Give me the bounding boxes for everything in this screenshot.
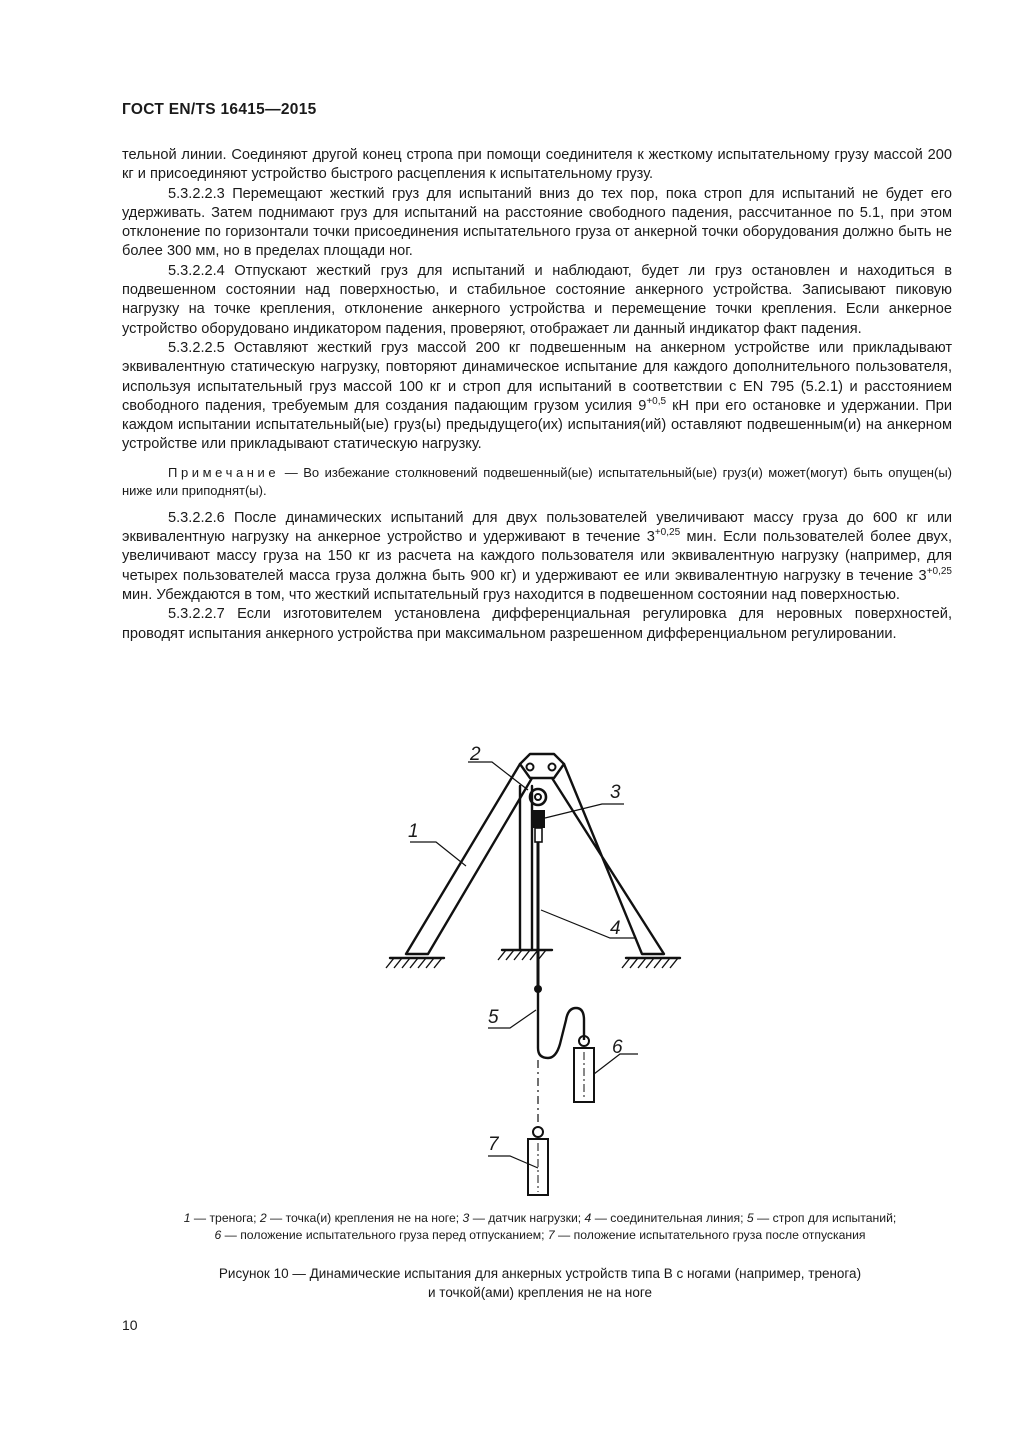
paragraph-5-3-2-2-6 xyxy=(122,509,952,605)
load-cell-link xyxy=(535,828,542,842)
legend-num: 5 xyxy=(746,1211,754,1225)
legend-text: — строп для испытаний; xyxy=(753,1211,897,1225)
paragraph-text: кН при его остановке и удержании. При каждом испытании испытательный(ые) груз(ы) предыдущего(их) испытания(ий) оставляют подвешенным(и) на анкерном устройстве или прикладывают статическую нагрузку. xyxy=(122,397,952,453)
legend-num: 1 xyxy=(183,1211,191,1225)
legend-text: — датчик нагрузки; xyxy=(469,1211,585,1225)
legend-num: 7 xyxy=(547,1228,555,1242)
legend-line-1 xyxy=(110,1210,970,1227)
legend-num: 4 xyxy=(584,1211,592,1225)
load-cell xyxy=(532,810,545,828)
figure-legend xyxy=(110,1210,970,1244)
paragraph-5-3-2-2-4: 5.3.2.2.4 Отпускают жесткий груз для испытаний и наблюдают, будет ли груз остановлен и находиться в подвешенном состоянии над поверхностью, и стабильное состояние анкерного устройства. Записывают пиковую нагрузку на точке крепления, отклонение анкерного устройства и перемещение точки крепления. Если анкерное устройство оборудовано индикатором падения, проверяют, отображает ли данный индикатор факт падения. xyxy=(122,262,952,337)
legend-text: — точка(и) крепления не на ноге; xyxy=(266,1211,463,1225)
legend-line-2 xyxy=(110,1227,970,1244)
note xyxy=(122,464,952,500)
document-header: ГОСТ EN/TS 16415—2015 xyxy=(122,101,317,118)
figure-label-1: 1 xyxy=(408,821,419,842)
connector-dot xyxy=(534,985,542,993)
tolerance-superscript: +0,25 xyxy=(654,527,681,539)
legend-num: 6 xyxy=(214,1228,222,1242)
paragraph-5-3-2-2-3: 5.3.2.2.3 Перемещают жесткий груз для испытаний вниз до тех пор, пока строп для испытаний не будет его удерживать. Затем поднимают груз для испытаний на расстояние свободного падения, рассчитанное по 5.1, при этом отклонение по горизонтали точки присоединения испытательного груза от анкерной точки оборудования должно быть не более 300 мм, но в пределах площади ног. xyxy=(122,185,952,260)
leader-4 xyxy=(541,910,636,938)
legend-text: — положение испытательного груза перед отпусканием; xyxy=(221,1228,548,1242)
tripod-middle-leg xyxy=(520,786,532,950)
figure-label-7: 7 xyxy=(488,1134,499,1155)
legend-text: — положение испытательного груза после отпускания xyxy=(554,1228,866,1242)
legend-text: — соединительная линия; xyxy=(591,1211,747,1225)
note-label: Примечание xyxy=(168,464,280,480)
figure-caption xyxy=(110,1264,970,1302)
weight-after-eye xyxy=(533,1127,543,1137)
figure-label-2: 2 xyxy=(470,744,481,765)
tolerance-superscript: +0,5 xyxy=(646,395,667,407)
tripod-right-leg xyxy=(552,764,664,954)
page-number: 10 xyxy=(122,1317,138,1333)
paragraph-continuation: тельной линии. Соединяют другой конец стропа при помощи соединителя к жесткому испытательному грузу массой 200 кг и присоединяют устройство быстрого расцепления к испытательному грузу. xyxy=(122,147,952,183)
figure-label-5: 5 xyxy=(488,1007,499,1028)
paragraph-5-3-2-2-5 xyxy=(122,339,952,455)
paragraph-text: 5.3.2.2.6 После динамических испытаний для двух пользователей увеличивают массу груза до 600 кг или эквивалентную нагрузку на анкерное устройство и удерживают в течение 3 xyxy=(122,509,952,546)
figure-tripod xyxy=(370,742,690,1202)
figure-label-3: 3 xyxy=(610,782,621,803)
paragraph-text: мин. Если пользователей более двух, увеличивают массу груза на 150 кг из расчета на каждого пользователя или эквивалентную нагрузку (например, для четырех пользователей масса груза должна быть 900 кг) и удерживают ее или эквивалентную нагрузку в течение 3 xyxy=(122,529,952,584)
figure-label-6: 6 xyxy=(612,1037,623,1058)
tolerance-superscript: +0,25 xyxy=(926,565,952,577)
paragraph-text: мин. Убеждаются в том, что жесткий испытательный груз находится в подвешенном состоянии над поверхностью. xyxy=(122,586,900,603)
caption-line-2: и точкой(ами) крепления не на ноге xyxy=(428,1285,652,1300)
paragraph-5-3-2-2-7: 5.3.2.2.7 Если изготовителем установлена дифференциальная регулировка для неровных поверхностей, проводят испытания анкерного устройства при максимальном разрешенном дифференциальном регулировании. xyxy=(122,606,952,642)
leader-1 xyxy=(410,842,466,866)
head-hole-left xyxy=(527,764,534,771)
figure-label-4: 4 xyxy=(610,918,621,939)
tripod-diagram xyxy=(370,742,690,1202)
legend-text: — тренога; xyxy=(190,1211,260,1225)
legend-num: 3 xyxy=(462,1211,470,1225)
caption-line-1: Рисунок 10 — Динамические испытания для анкерных устройств типа В с ногами (например, тренога) xyxy=(218,1266,862,1281)
paragraph-text: 5.3.2.2.5 Оставляют жесткий груз массой 200 кг подвешенным на анкерном устройстве или прикладывают эквивалентную статическую нагрузку, повторяют динамическое испытание для каждого дополнительного пользователя, используя испытательный груз массой 100 кг и строп для испытаний в соответствии с EN 795 (5.2.1) и расстоянием свободного падения, требуемым для создания падающим грузом усилия 9 xyxy=(122,339,952,414)
leader-7 xyxy=(488,1156,538,1168)
anchor-point-inner xyxy=(535,794,541,800)
head-hole-right xyxy=(549,764,556,771)
note-text: — Во избежание столкновений подвешенный(ые) испытательный(ые) груз(и) может(могут) быть опущен(ы) ниже или приподнят(ы). xyxy=(122,464,952,498)
tripod-left-leg xyxy=(406,764,532,954)
body-text xyxy=(122,146,952,644)
legend-num: 2 xyxy=(259,1211,267,1225)
